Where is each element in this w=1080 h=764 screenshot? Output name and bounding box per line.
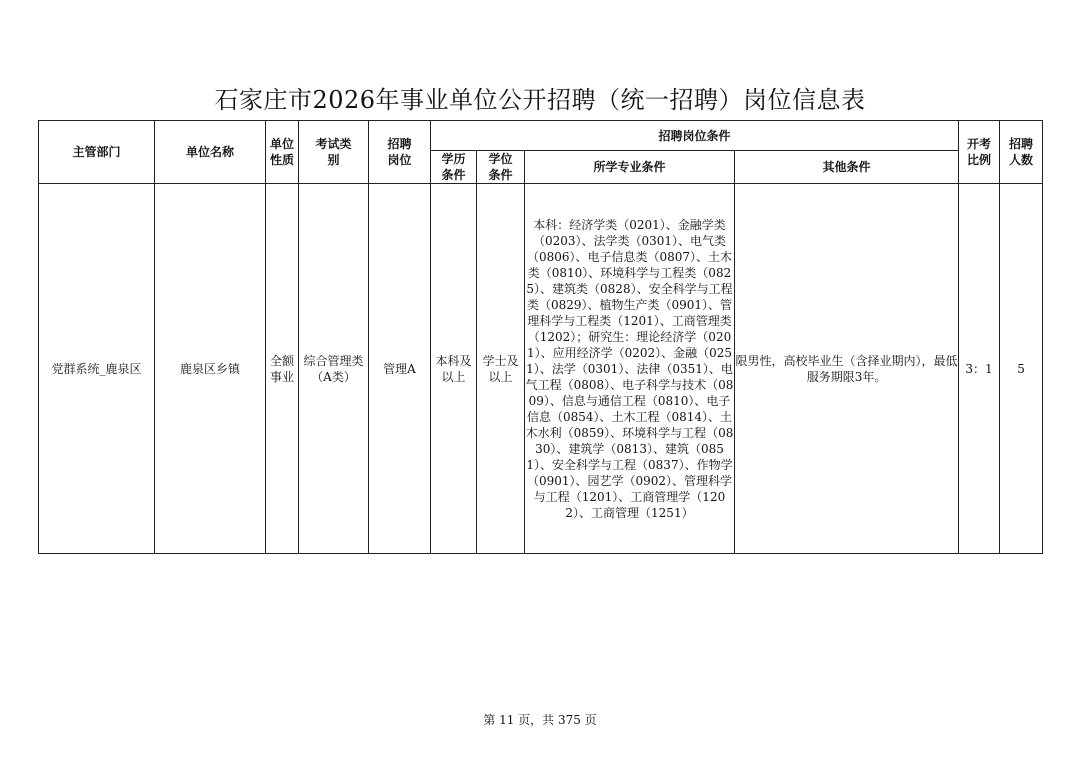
header-unit: 单位名称 <box>155 121 266 184</box>
header-major: 所学专业条件 <box>525 151 735 184</box>
table-row <box>39 184 1043 554</box>
cell-nature: 全额事业 <box>266 184 299 554</box>
cell-education: 本科及以上 <box>431 184 477 554</box>
header-other: 其他条件 <box>735 151 959 184</box>
cell-ratio: 3：1 <box>959 184 1000 554</box>
header-education: 学历条件 <box>431 151 477 184</box>
recruitment-table <box>38 120 1043 554</box>
cell-dept: 党群系统_鹿泉区 <box>39 184 155 554</box>
cell-other: 限男性，高校毕业生（含择业期内），最低服务期限3年。 <box>735 184 959 554</box>
header-nature: 单位性质 <box>266 121 299 184</box>
header-conditions: 招聘岗位条件 <box>431 121 959 151</box>
header-dept: 主管部门 <box>39 121 155 184</box>
header-exam-type: 考试类别 <box>299 121 369 184</box>
cell-unit: 鹿泉区乡镇 <box>155 184 266 554</box>
page-title: 石家庄市2026年事业单位公开招聘（统一招聘）岗位信息表 <box>214 86 866 114</box>
cell-count: 5 <box>1000 184 1043 554</box>
header-degree: 学位条件 <box>477 151 525 184</box>
header-count: 招聘人数 <box>1000 121 1043 184</box>
cell-exam-type: 综合管理类（A类） <box>299 184 369 554</box>
header-post: 招聘岗位 <box>369 121 431 184</box>
header-ratio: 开考比例 <box>959 121 1000 184</box>
page-number: 第 11 页，共 375 页 <box>483 713 597 727</box>
cell-post: 管理A <box>369 184 431 554</box>
cell-major: 本科：经济学类（0201）、金融学类（0203）、法学类（0301）、电气类（0806）、电子信息类（0807）、土木类（0810）、环境科学与工程类（0825）、建筑类（0828）、安全科学与工程类（0829）、植物生产类（0901）、管理科学与工程类（1201）、工商管理类（1202）；研究生：理论经济学（0201）、应用经济学（0202）、金融（0251）、法学（0301）、法律（0351）、电气工程（0808）、电子科学与技术（0809）、信息与通信工程（0810）、电子信息（0854）、土木工程（0814）、土木水利（0859）、环境科学与工程（0830）、建筑学（0813）、建筑（0851）、安全科学与工程（0837）、作物学（0901）、园艺学（0902）、管理科学与工程（1201）、工商管理学（1202）、工商管理（1251） <box>525 184 735 554</box>
cell-degree: 学士及以上 <box>477 184 525 554</box>
